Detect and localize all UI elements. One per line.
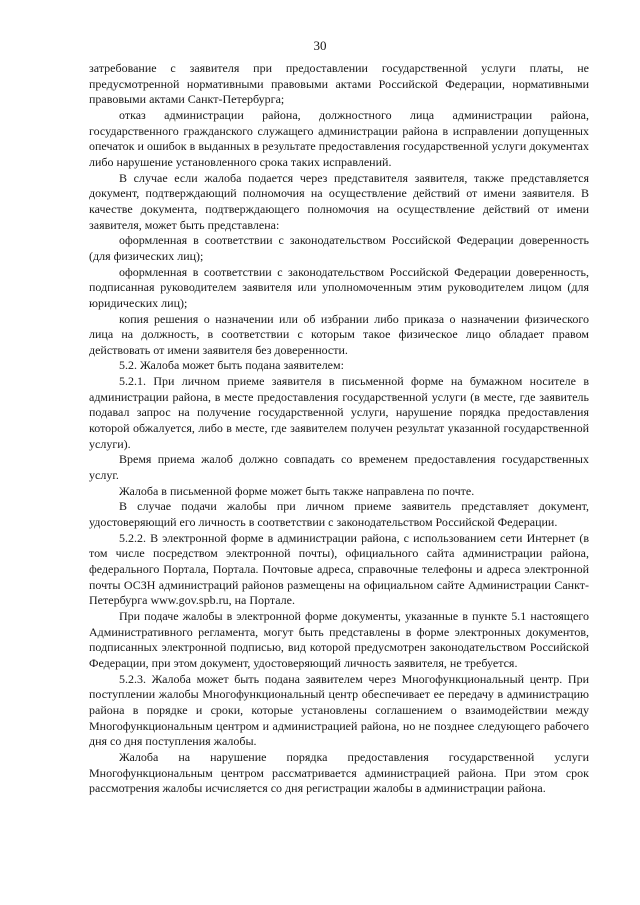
document-body xyxy=(89,61,589,797)
paragraph-representative: В случае если жалоба подается через представителя заявителя, также представляется документ, подтверждающий полномочия на осуществление действий от имени заявителя. В качестве документа, подтверждающего полномочия на осуществление действий от имени заявителя, может быть представлена: xyxy=(89,170,589,232)
paragraph-reception-time: Время приема жалоб должно совпадать со временем предоставления государственных услуг. xyxy=(89,452,589,483)
paragraph-appointment-order: копия решения о назначении или об избрании либо приказа о назначении физического лица на должность, в соответствии с которым такое физическое лицо обладает правом действовать от имени заявителя без доверенности. xyxy=(89,311,589,357)
paragraph-fee-demand: затребование с заявителя при предоставлении государственной услуги платы, не предусмотренной нормативными правовыми актами Российской Федерации, нормативными правовыми актами Санкт-Петербурга; xyxy=(89,61,589,107)
paragraph-section-5-2-2: 5.2.2. В электронной форме в администрации района, с использованием сети Интернет (в том числе посредством электронной почты), официального сайта администрации района, федерального Портала, Портала. Почтовые адреса, справочные телефоны и адреса электронной почты ОСЗН администраций районов размещены на официальном сайте Администрации Санкт-Петербурга www.gov.spb.ru, на Портале. xyxy=(89,530,589,608)
paragraph-by-mail: Жалоба в письменной форме может быть также направлена по почте. xyxy=(119,483,475,498)
paragraph-identity-document: В случае подачи жалобы при личном приеме заявитель представляет документ, удостоверяющий его личность в соответствии с законодательством Российской Федерации. xyxy=(89,499,589,530)
paragraph-section-5-2-3: 5.2.3. Жалоба может быть подана заявителем через Многофункциональный центр. При поступлении жалобы Многофункциональный центр обеспечивает ее передачу в администрацию района в порядке и сроки, которые установлены соглашением о взаимодействии между Многофункциональным центром и администрацией района, но не позднее следующего рабочего дня со дня поступления жалобы. xyxy=(89,671,589,749)
paragraph-section-5-2: 5.2. Жалоба может быть подана заявителем: xyxy=(119,358,344,373)
paragraph-electronic-documents: При подаче жалобы в электронной форме документы, указанные в пункте 5.1 настоящего Административного регламента, могут быть представлены в форме электронных документов, подписанных электронной подписью, вид которой предусмотрен законодательством Российской Федерации, при этом документ, удостоверяющий личность заявителя, не требуется. xyxy=(89,608,589,670)
paragraph-mfc-complaint: Жалоба на нарушение порядка предоставления государственной услуги Многофункциональным центром рассматривается администрацией района. При этом срок рассмотрения жалобы исчисляется со дня регистрации жалобы в администрации района. xyxy=(89,749,589,796)
page-number: 30 xyxy=(313,38,327,53)
paragraph-power-of-attorney-legal: оформленная в соответствии с законодательством Российской Федерации доверенность, подписанная руководителем заявителя или уполномоченным этим руководителем лицом (для юридических лиц); xyxy=(89,264,589,310)
paragraph-correction-refusal: отказ администрации района, должностного лица администрации района, государственного гражданского служащего администрации района в исправлении допущенных опечаток и ошибок в выданных в результате предоставления государственной услуги документах либо нарушение установленного срока таких исправлений. xyxy=(89,107,589,169)
paragraph-power-of-attorney-individual: оформленная в соответствии с законодательством Российской Федерации доверенность (для физических лиц); xyxy=(89,233,589,263)
paragraph-section-5-2-1: 5.2.1. При личном приеме заявителя в письменной форме на бумажном носителе в администрации района, в месте предоставления государственной услуги (в месте, где заявитель подавал запрос на получение государственной услуги, нарушение порядка предоставления которой обжалуется, либо в месте, где заявителем получен результат указанной государственной услуги). xyxy=(89,374,589,451)
